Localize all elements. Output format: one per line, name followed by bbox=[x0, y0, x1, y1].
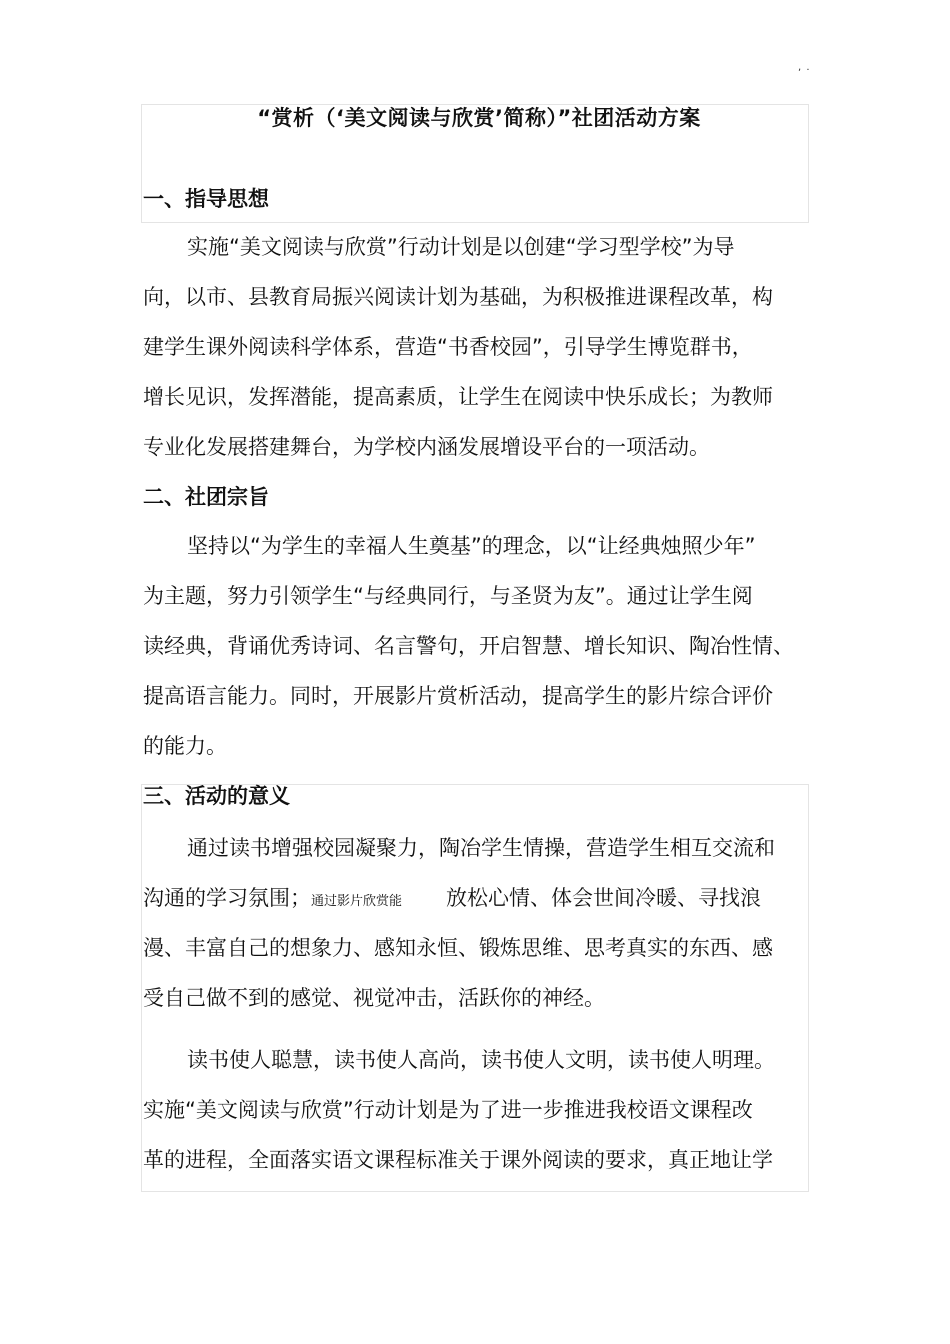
section-body-activity-significance bbox=[143, 823, 817, 1023]
text-line: 读经典，背诵优秀诗词、名言警句，开启智慧、增长知识、陶冶性情、 bbox=[143, 634, 794, 658]
text-fragment: 放松心情、体会世间冷暖、寻找浪 bbox=[446, 886, 762, 910]
section-heading-guiding-ideology: 一、指导思想 bbox=[143, 187, 269, 211]
section-heading-club-purpose: 二、社团宗旨 bbox=[143, 485, 269, 509]
text-line: 专业化发展搭建舞台，为学校内涵发展增设平台的一项活动。 bbox=[143, 435, 710, 459]
text-line: 的能力。 bbox=[143, 734, 227, 758]
text-line: 革的进程，全面落实语文课程标准关于课外阅读的要求，真正地让学 bbox=[143, 1148, 773, 1172]
section-body-club-purpose bbox=[143, 521, 817, 771]
corner-mark: , . bbox=[798, 62, 811, 73]
section-body-guiding-ideology bbox=[143, 222, 817, 472]
text-line: 建学生课外阅读科学体系，营造“书香校园”，引导学生博览群书， bbox=[143, 335, 753, 359]
text-fragment: 沟通的学习氛围； bbox=[143, 886, 311, 910]
text-line bbox=[143, 873, 817, 923]
text-line: 增长见识，发挥潜能，提高素质，让学生在阅读中快乐成长；为教师 bbox=[143, 385, 773, 409]
text-line: 提高语言能力。同时，开展影片赏析活动，提高学生的影片综合评价 bbox=[143, 684, 773, 708]
section-body-reading-paragraph bbox=[143, 1035, 817, 1185]
section-heading-activity-significance: 三、活动的意义 bbox=[143, 784, 290, 808]
text-line: 向，以市、县教育局振兴阅读计划为基础，为积极推进课程改革，构 bbox=[143, 285, 773, 309]
text-line: 漫、丰富自己的想象力、感知永恒、锻炼思维、思考真实的东西、感 bbox=[143, 936, 773, 960]
text-line: 实施“美文阅读与欣赏”行动计划是为了进一步推进我校语文课程改 bbox=[143, 1098, 753, 1122]
text-line: 为主题，努力引领学生“与经典同行，与圣贤为友”。通过让学生阅 bbox=[143, 584, 753, 608]
text-line: 受自己做不到的感觉、视觉冲击，活跃你的神经。 bbox=[143, 986, 605, 1010]
text-line: 读书使人聪慧，读书使人高尚，读书使人文明，读书使人明理。 bbox=[187, 1048, 775, 1072]
small-text-fragment: 通过影片欣赏能 bbox=[311, 894, 403, 909]
text-line: 坚持以“为学生的幸福人生奠基”的理念，以“让经典烛照少年” bbox=[187, 534, 756, 558]
document-title: “赏析（‘美文阅读与欣赏’简称）”社团活动方案 bbox=[257, 106, 701, 130]
text-line: 实施“美文阅读与欣赏”行动计划是以创建“学习型学校”为导 bbox=[187, 235, 735, 259]
text-line: 通过读书增强校园凝聚力，陶冶学生情操，营造学生相互交流和 bbox=[187, 836, 775, 860]
